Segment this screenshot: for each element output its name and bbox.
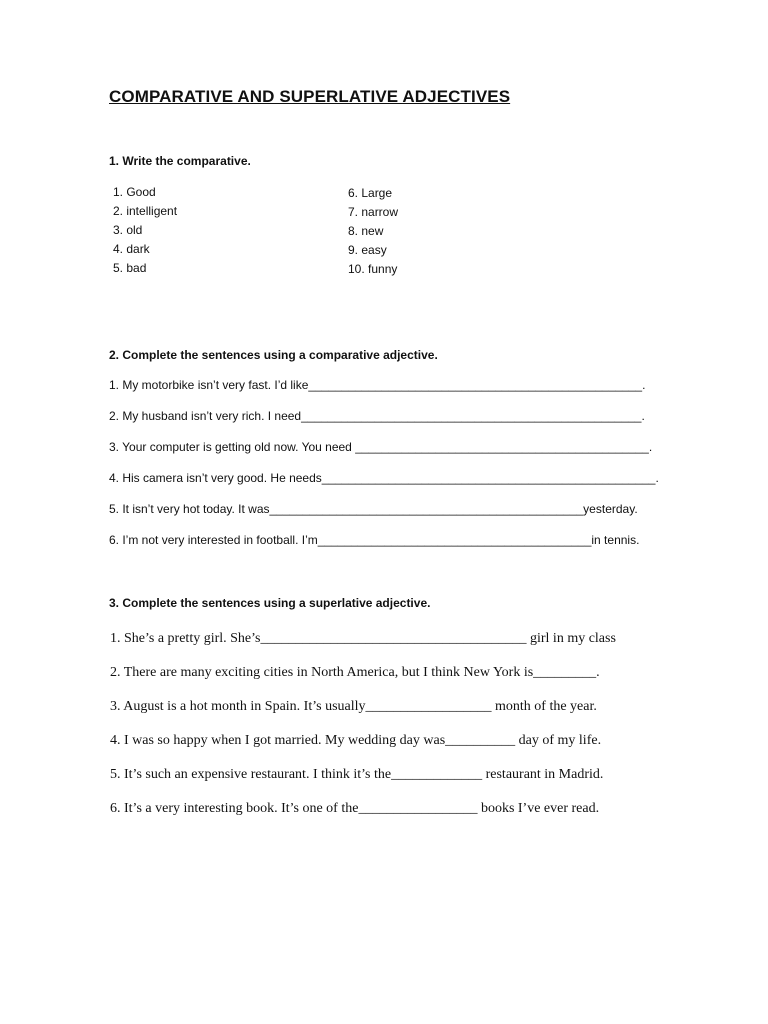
- sentence-item: 3. August is a hot month in Spain. It’s usually__________________ month of the year.: [110, 699, 597, 714]
- sentence-item: 3. Your computer is getting old now. You need ____________________________________________.: [109, 440, 653, 454]
- section2-heading: 2. Complete the sentences using a comparative adjective.: [109, 348, 438, 362]
- sentence-item: 5. It’s such an expensive restaurant. I think it’s the_____________ restaurant in Madrid.: [110, 767, 604, 782]
- section2-sentence-list: [109, 377, 659, 563]
- sentence-item: 4. His camera isn’t very good. He needs__________________________________________________.: [109, 471, 659, 485]
- section1-right-list: [348, 184, 398, 279]
- list-item: 7. narrow: [348, 205, 399, 219]
- section3-sentence-list: [110, 630, 616, 834]
- sentence-item: 1. She’s a pretty girl. She’s______________________________________ girl in my class: [110, 631, 616, 646]
- section1-heading: 1. Write the comparative.: [109, 154, 251, 168]
- list-item: 10. funny: [348, 262, 398, 276]
- section1-left-list: [113, 183, 177, 278]
- sentence-item: 5. It isn’t very hot today. It was_______________________________________________yesterday.: [109, 502, 638, 516]
- sentence-item: 4. I was so happy when I got married. My wedding day was__________ day of my life.: [110, 733, 602, 748]
- list-item: 6. Large: [348, 186, 393, 200]
- list-item: 5. bad: [113, 261, 147, 275]
- sentence-item: 1. My motorbike isn’t very fast. I’d like__________________________________________________.: [109, 378, 646, 392]
- section3-heading: 3. Complete the sentences using a superlative adjective.: [109, 596, 431, 610]
- list-item: 2. intelligent: [113, 204, 178, 218]
- page-title: COMPARATIVE AND SUPERLATIVE ADJECTIVES: [109, 87, 511, 106]
- list-item: 1. Good: [113, 185, 156, 199]
- list-item: 9. easy: [348, 243, 387, 257]
- sentence-item: 6. I’m not very interested in football. I’m_________________________________________in tennis.: [109, 533, 640, 547]
- list-item: 3. old: [113, 223, 143, 237]
- list-item: 8. new: [348, 224, 384, 238]
- sentence-item: 2. My husband isn’t very rich. I need___________________________________________________.: [109, 409, 645, 423]
- sentence-item: 2. There are many exciting cities in North America, but I think New York is_________.: [110, 665, 600, 680]
- list-item: 4. dark: [113, 242, 150, 256]
- sentence-item: 6. It’s a very interesting book. It’s one of the_________________ books I’ve ever read.: [110, 801, 600, 816]
